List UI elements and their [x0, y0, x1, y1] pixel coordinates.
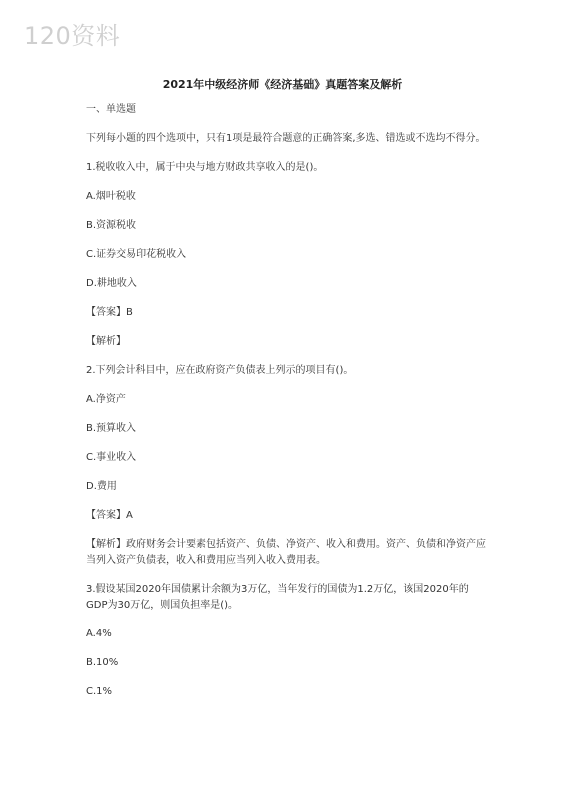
question-2-option-a: A.净资产	[86, 394, 126, 405]
question-2-option-d: D.费用	[86, 481, 117, 492]
watermark: 120资料	[24, 22, 121, 50]
question-1-option-d: D.耕地收入	[86, 278, 137, 289]
question-3-option-a: A.4%	[86, 628, 112, 639]
instruction-text: 下列每小题的四个选项中，只有1项是最符合题意的正确答案,多选、错选或不选均不得分。	[86, 133, 486, 144]
question-2-option-b: B.预算收入	[86, 423, 137, 434]
question-3-stem: 3.假设某国2020年国债累计余额为3万亿，当年发行的国债为1.2万亿，该国2020年的GDP为30万亿，则国负担率是()。	[86, 584, 469, 611]
question-1-answer: 【答案】B	[86, 307, 133, 318]
question-2-stem: 2.下列会计科目中，应在政府资产负债表上列示的项目有()。	[86, 365, 354, 376]
question-2-option-c: C.事业收入	[86, 452, 137, 463]
question-3-option-c: C.1%	[86, 686, 113, 697]
question-3-option-b: B.10%	[86, 657, 119, 668]
question-1-analysis: 【解析】	[86, 336, 126, 347]
question-1-stem: 1.税收收入中，属于中央与地方财政共享收入的是()。	[86, 162, 324, 173]
question-1-option-a: A.烟叶税收	[86, 191, 136, 202]
question-2-answer: 【答案】A	[86, 510, 133, 521]
section-heading: 一、单选题	[86, 104, 136, 115]
question-1-option-c: C.证券交易印花税收入	[86, 249, 187, 260]
question-2-analysis: 【解析】政府财务会计要素包括资产、负债、净资产、收入和费用。资产、负债和净资产应当列入资产负债表，收入和费用应当列入收入费用表。	[86, 539, 486, 566]
document-title: 2021年中级经济师《经济基础》真题答案及解析	[162, 78, 403, 91]
question-1-option-b: B.资源税收	[86, 220, 137, 231]
